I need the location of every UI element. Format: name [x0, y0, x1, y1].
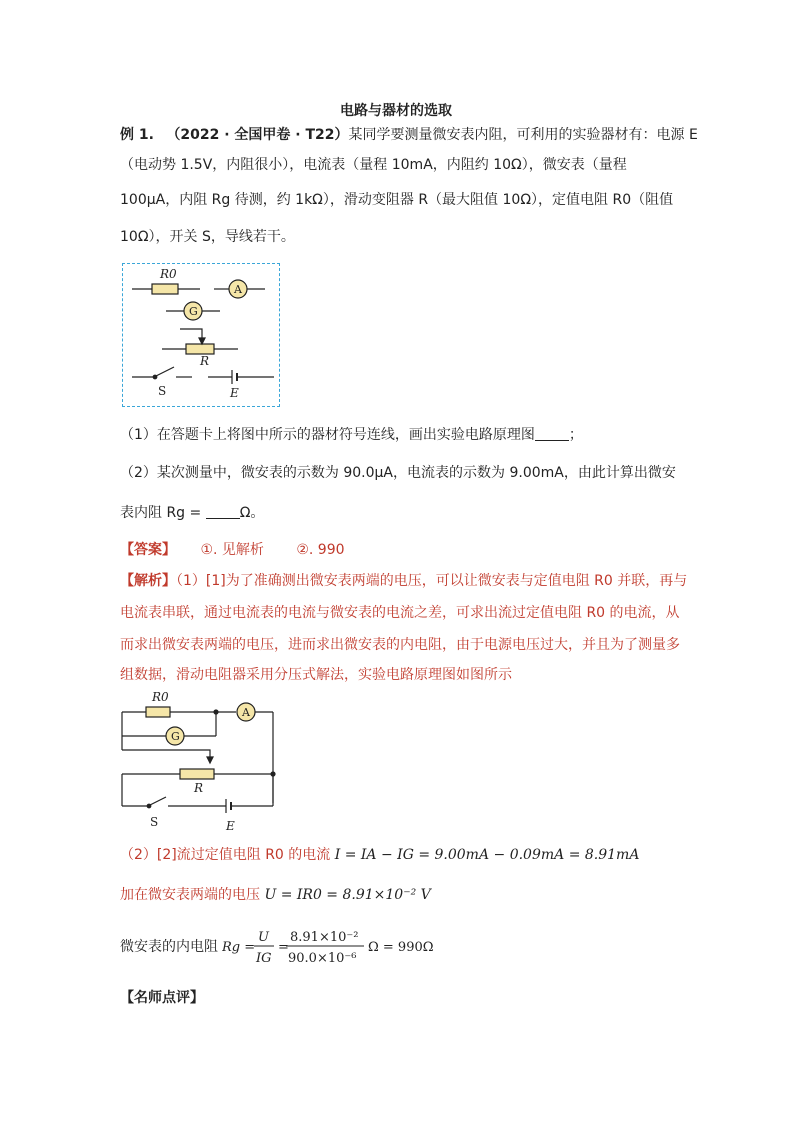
voltage-formula: U = IR0 = 8.91×10⁻² V [264, 887, 431, 903]
label-switch: S [158, 384, 167, 398]
analysis-line-4: 组数据，滑动电阻器采用分压式解法，实验电路原理图如图所示 [120, 667, 512, 683]
analysis-label: 【解析】 [120, 573, 176, 589]
voltage-line [120, 885, 431, 905]
question-1-blank [535, 426, 569, 441]
step2-prefix: （2）[2]流过定值电阻 R0 的电流 [120, 847, 331, 863]
example-label: 例 1. [120, 127, 154, 143]
analysis-line-2: 电流表串联，通过电流表的电流与微安表的电流之差，可求出流过定值电阻 R0 的电流，从 [120, 605, 680, 621]
question-1-end: ； [568, 427, 583, 443]
label-rheostat: R [200, 354, 210, 368]
answer-item-1: ①. 见解析 [200, 542, 264, 558]
resistance-frac1-num: U [258, 930, 269, 945]
label-ammeter: A [234, 283, 242, 296]
solution-label-r0: R0 [152, 690, 169, 704]
answer-label: 【答案】 [120, 542, 176, 558]
example-source: （2022 · 全国甲卷 · T22） [166, 127, 349, 143]
question-2-text: 表内阻 Rg = [120, 505, 202, 521]
solution-label-ammeter: A [242, 706, 250, 719]
page-title: 电路与器材的选取 [340, 103, 452, 119]
question-2-unit: Ω。 [239, 505, 265, 521]
analysis-line-3: 而求出微安表两端的电压，进而求出微安表的内电阻，由于电源电压过大，并且为了测量多 [120, 637, 680, 653]
r0-resistor [152, 284, 178, 294]
question-2-line-1: （2）某次测量中，微安表的示数为 90.0μA，电流表的示数为 9.00mA，由此计算出微安 [120, 465, 676, 481]
analysis-text-1: （1）[1]为了准确测出微安表两端的电压，可以让微安表与定值电阻 R0 并联，再与 [176, 573, 688, 589]
example-line-4: 10Ω），开关 S，导线若干。 [120, 229, 295, 245]
solution-label-rheostat: R [194, 781, 204, 795]
resistance-frac1-den: IG [256, 951, 272, 966]
step2-line [120, 845, 639, 865]
answer-item-2: ②. 990 [296, 542, 345, 558]
resistance-result: Ω = 990Ω [368, 940, 434, 955]
resistance-frac2-num: 8.91×10⁻² [290, 930, 359, 945]
example-line-2: （电动势 1.5V，内阻很小），电流表（量程 10mA，内阻约 10Ω），微安表（量程 [120, 157, 627, 173]
label-source: E [230, 386, 239, 400]
analysis-line-1 [120, 571, 687, 591]
example-text-1: 某同学要测量微安表内阻，可利用的实验器材有：电源 E [348, 127, 698, 143]
solution-label-switch: S [150, 815, 159, 829]
svg-text:=: = [278, 940, 289, 955]
step2-formula: I = IA − IG = 9.00mA − 0.09mA = 8.91mA [334, 847, 640, 863]
resistance-lhs: Rg = [222, 940, 256, 955]
comment-label: 【名师点评】 [120, 990, 204, 1006]
label-r0: R0 [160, 267, 177, 281]
components-figure [122, 263, 280, 407]
resistance-prefix: 微安表的内电阻 [120, 939, 218, 955]
solution-label-galvanometer: G [171, 730, 180, 743]
example-line-1 [120, 125, 698, 145]
answer-row [120, 540, 345, 560]
question-1 [120, 425, 583, 445]
question-2-line-2 [120, 503, 264, 523]
label-galvanometer: G [189, 305, 198, 318]
solution-circuit-figure [118, 688, 288, 838]
rheostat-symbol [186, 344, 214, 354]
resistance-formula [222, 924, 442, 970]
solution-label-source: E [226, 819, 235, 833]
question-1-text: （1）在答题卡上将图中所示的器材符号连线，画出实验电路原理图 [120, 427, 535, 443]
example-line-3: 100μA，内阻 Rg 待测，约 1kΩ），滑动变阻器 R（最大阻值 10Ω），定值电阻 R0（阻值 [120, 192, 674, 208]
voltage-prefix: 加在微安表两端的电压 [120, 887, 260, 903]
resistance-frac2-den: 90.0×10⁻⁶ [288, 951, 357, 966]
question-2-blank [206, 504, 240, 519]
